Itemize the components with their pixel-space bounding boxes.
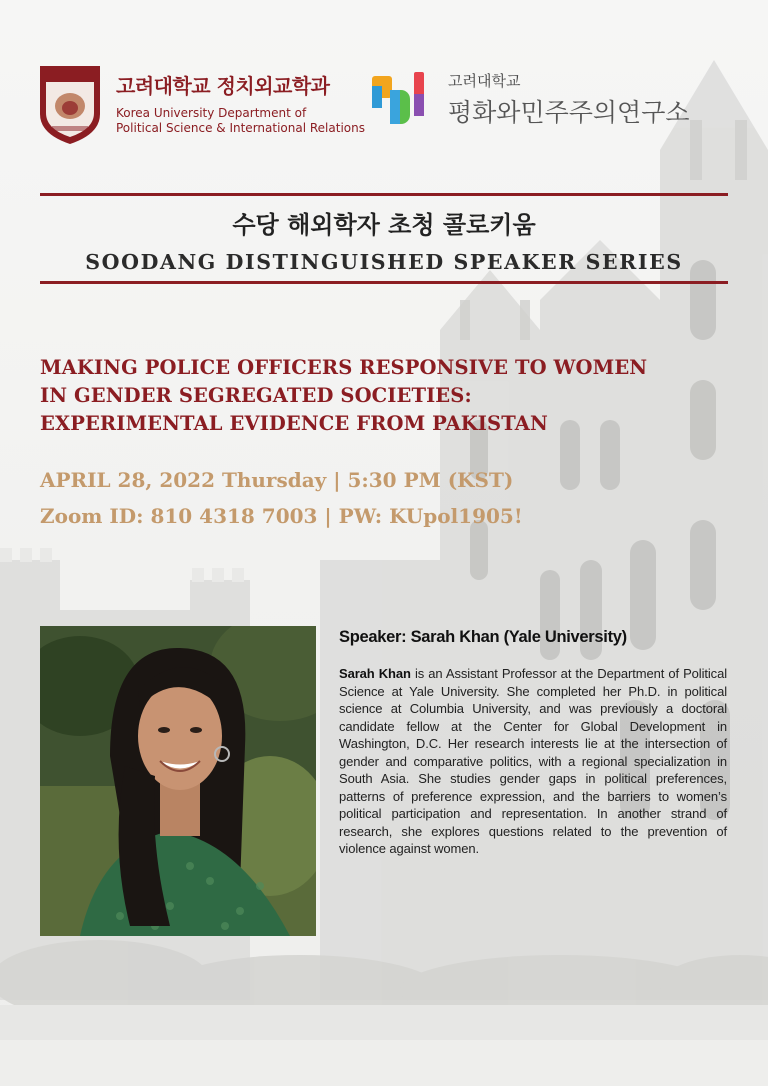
ku-department-english-line2: Political Science & International Relations [116, 121, 365, 135]
bottom-divider-rule [40, 281, 728, 284]
ku-department-korean: 고려대학교 정치외교학과 [116, 74, 330, 98]
speaker-heading: Speaker: Sarah Khan (Yale University) [339, 628, 627, 646]
ku-department-name [116, 70, 366, 136]
event-date-time: APRIL 28, 2022 Thursday | 5:30 PM (KST) [40, 468, 514, 492]
speaker-bio [339, 665, 727, 858]
speaker-name: Sarah Khan [339, 666, 411, 681]
series-heading [40, 205, 728, 274]
ku-department-english-line1: Korea University Department of [116, 106, 307, 120]
talk-title [40, 354, 740, 438]
speaker-photo [40, 626, 316, 936]
pdi-institute-logo [372, 70, 430, 126]
speaker-section [339, 628, 727, 858]
series-title-korean: 수당 해외학자 초청 콜로키움 [232, 211, 536, 239]
series-title-english: SOODANG DISTINGUISHED SPEAKER SERIES [85, 250, 683, 274]
ku-department-english [116, 106, 366, 136]
korea-university-crest-logo [40, 66, 100, 144]
zoom-credentials: Zoom ID: 810 4318 7003 | PW: KUpol1905! [40, 504, 523, 528]
speaker-bio-text: is an Assistant Professor at the Department of Political Science at Yale University. She completed her Ph.D. in political science at Columbia University, and was previously a doctoral candidate fellow at the Center for Global Development in Washington, D.C. Her research interests lie at the intersection of gender and comparative politics, with a regional specialization in South Asia. She studies gender gaps in political preferences, patterns of preference expression, and the barriers to women’s political participation and representation. In another strand of research, she explores questions related to the prevention of violence against women. [339, 666, 727, 856]
institute-name-large: 평화와민주주의연구소 [448, 98, 690, 127]
institute-name [448, 70, 748, 129]
top-divider-rule [40, 193, 728, 196]
institute-name-small: 고려대학교 [448, 72, 521, 90]
event-details [40, 462, 740, 534]
talk-title-line3: EXPERIMENTAL EVIDENCE FROM PAKISTAN [40, 412, 548, 435]
talk-title-line1: MAKING POLICE OFFICERS RESPONSIVE TO WOMEN [40, 356, 648, 379]
talk-title-line2: IN GENDER SEGREGATED SOCIETIES: [40, 384, 472, 407]
